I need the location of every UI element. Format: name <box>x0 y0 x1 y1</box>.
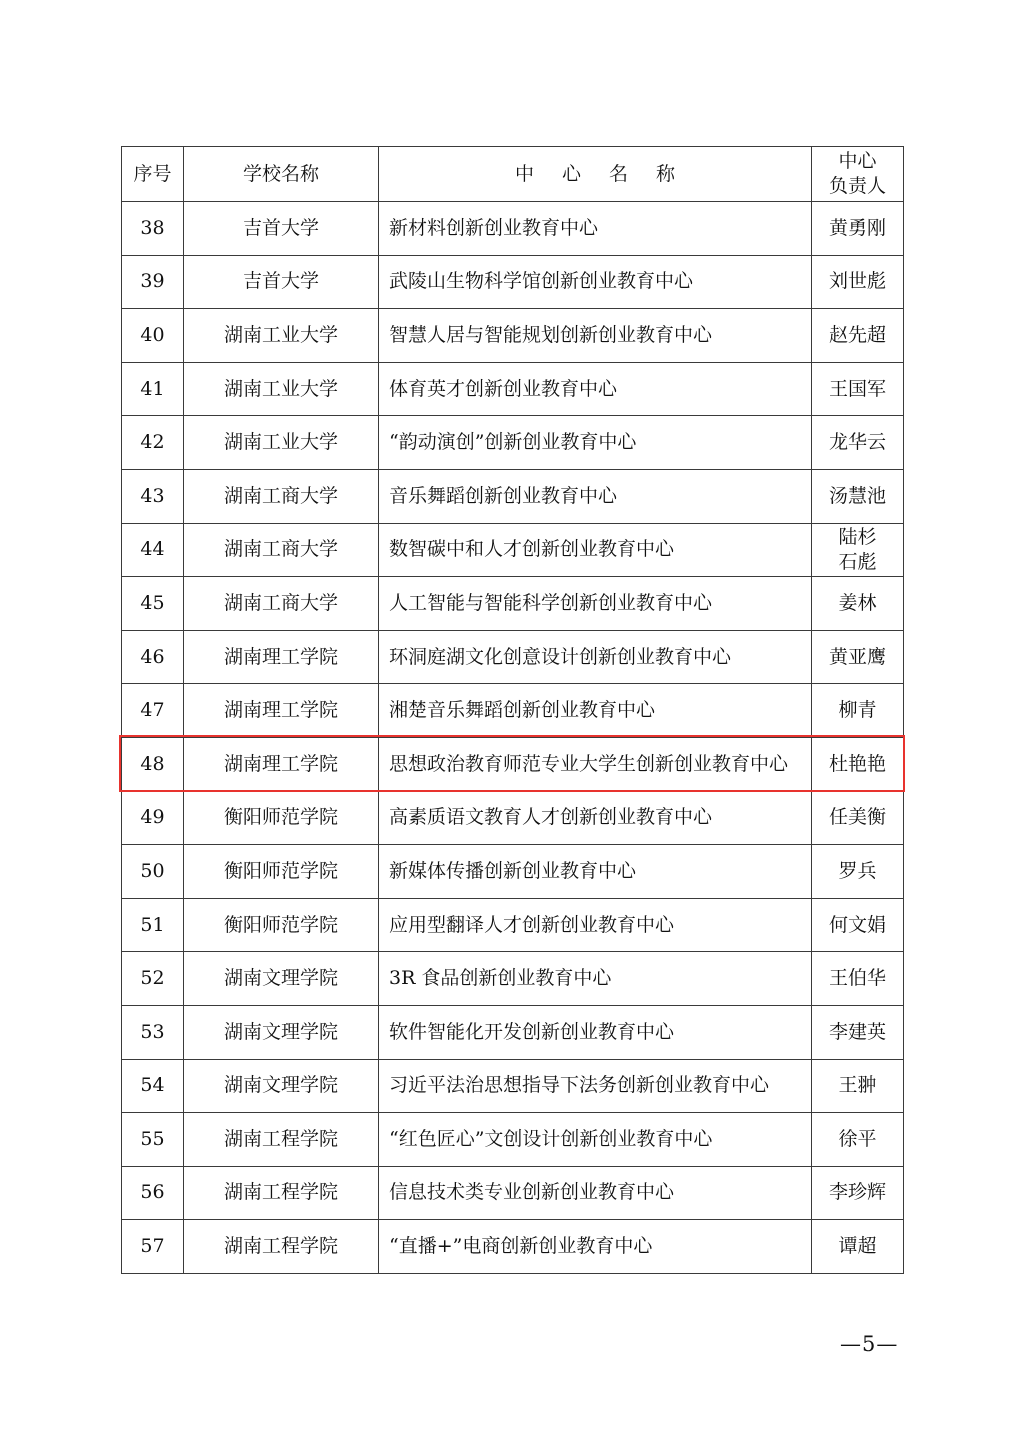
table-row <box>122 255 904 309</box>
header-no: 序号 <box>122 147 184 202</box>
cell-leader: 王伯华 <box>812 952 904 1006</box>
header-school: 学校名称 <box>184 147 379 202</box>
cell-center: 应用型翻译人才创新创业教育中心 <box>379 898 812 952</box>
cell-school: 湖南工商大学 <box>184 523 379 577</box>
cell-no: 45 <box>122 577 184 631</box>
cell-school: 湖南工业大学 <box>184 309 379 363</box>
header-leader-line2: 负责人 <box>828 175 886 197</box>
cell-school: 湖南工业大学 <box>184 362 379 416</box>
cell-leader: 谭超 <box>812 1220 904 1274</box>
cell-school: 湖南工程学院 <box>184 1113 379 1167</box>
cell-school: 湖南工商大学 <box>184 469 379 523</box>
cell-school: 吉首大学 <box>184 255 379 309</box>
cell-school: 湖南工程学院 <box>184 1220 379 1274</box>
cell-leader: 杜艳艳 <box>812 737 904 791</box>
cell-center: 高素质语文教育人才创新创业教育中心 <box>379 791 812 845</box>
cell-center: “红色匠心”文创设计创新创业教育中心 <box>379 1113 812 1167</box>
cell-center: 新材料创新创业教育中心 <box>379 202 812 256</box>
cell-center: 环洞庭湖文化创意设计创新创业教育中心 <box>379 630 812 684</box>
table-body <box>122 202 904 1274</box>
cell-no: 48 <box>122 737 184 791</box>
cell-no: 51 <box>122 898 184 952</box>
cell-leader: 姜林 <box>812 577 904 631</box>
cell-leader: 任美衡 <box>812 791 904 845</box>
cell-no: 56 <box>122 1166 184 1220</box>
cell-leader-line2: 石彪 <box>838 550 877 573</box>
table-row <box>122 1059 904 1113</box>
cell-no: 54 <box>122 1059 184 1113</box>
table-row <box>122 1113 904 1167</box>
cell-no: 49 <box>122 791 184 845</box>
table-row <box>122 469 904 523</box>
cell-leader: 黄勇刚 <box>812 202 904 256</box>
cell-center: 思想政治教育师范专业大学生创新创业教育中心 <box>379 737 812 791</box>
cell-school: 湖南理工学院 <box>184 684 379 738</box>
cell-school: 湖南工商大学 <box>184 577 379 631</box>
page-number: —5— <box>840 1332 899 1356</box>
cell-school: 湖南文理学院 <box>184 952 379 1006</box>
cell-no: 40 <box>122 309 184 363</box>
table-row <box>122 952 904 1006</box>
cell-no: 39 <box>122 255 184 309</box>
header-row <box>122 147 904 202</box>
cell-school: 衡阳师范学院 <box>184 791 379 845</box>
cell-no: 42 <box>122 416 184 470</box>
cell-no: 43 <box>122 469 184 523</box>
cell-center: 习近平法治思想指导下法务创新创业教育中心 <box>379 1059 812 1113</box>
cell-leader: 王国军 <box>812 362 904 416</box>
table-row <box>122 845 904 899</box>
cell-leader: 柳青 <box>812 684 904 738</box>
table-row <box>122 416 904 470</box>
table-row-highlighted <box>122 737 904 791</box>
table-row <box>122 898 904 952</box>
cell-center: 武陵山生物科学馆创新创业教育中心 <box>379 255 812 309</box>
cell-center: 新媒体传播创新创业教育中心 <box>379 845 812 899</box>
table-row <box>122 577 904 631</box>
cell-school: 湖南理工学院 <box>184 737 379 791</box>
cell-no: 55 <box>122 1113 184 1167</box>
cell-leader-line1: 陆杉 <box>838 525 877 548</box>
cell-center: 智慧人居与智能规划创新创业教育中心 <box>379 309 812 363</box>
cell-center: 数智碳中和人才创新创业教育中心 <box>379 523 812 577</box>
table-row <box>122 791 904 845</box>
cell-no: 44 <box>122 523 184 577</box>
cell-center: 软件智能化开发创新创业教育中心 <box>379 1005 812 1059</box>
header-center: 中心名称 <box>379 147 812 202</box>
cell-leader: 何文娟 <box>812 898 904 952</box>
cell-leader: 徐平 <box>812 1113 904 1167</box>
table-header <box>122 147 904 202</box>
table-row <box>122 684 904 738</box>
table-row <box>122 630 904 684</box>
cell-school: 吉首大学 <box>184 202 379 256</box>
cell-leader: 黄亚鹰 <box>812 630 904 684</box>
cell-no: 38 <box>122 202 184 256</box>
table-row <box>122 362 904 416</box>
cell-leader: 刘世彪 <box>812 255 904 309</box>
cell-leader: 李建英 <box>812 1005 904 1059</box>
centers-table <box>121 146 904 1274</box>
cell-no: 47 <box>122 684 184 738</box>
cell-school: 湖南文理学院 <box>184 1005 379 1059</box>
cell-no: 52 <box>122 952 184 1006</box>
cell-no: 57 <box>122 1220 184 1274</box>
cell-leader <box>812 523 904 577</box>
cell-leader: 李珍辉 <box>812 1166 904 1220</box>
header-leader-line1: 中心 <box>838 150 877 172</box>
cell-school: 衡阳师范学院 <box>184 898 379 952</box>
table-row <box>122 1005 904 1059</box>
cell-school: 湖南文理学院 <box>184 1059 379 1113</box>
table-row <box>122 1166 904 1220</box>
cell-center: 人工智能与智能科学创新创业教育中心 <box>379 577 812 631</box>
cell-school: 湖南工业大学 <box>184 416 379 470</box>
cell-leader: 龙华云 <box>812 416 904 470</box>
table-row <box>122 202 904 256</box>
cell-leader: 罗兵 <box>812 845 904 899</box>
cell-no: 46 <box>122 630 184 684</box>
cell-center: 3R 食品创新创业教育中心 <box>379 952 812 1006</box>
cell-center: 音乐舞蹈创新创业教育中心 <box>379 469 812 523</box>
table-row <box>122 309 904 363</box>
cell-leader: 汤慧池 <box>812 469 904 523</box>
cell-center: “直播+”电商创新创业教育中心 <box>379 1220 812 1274</box>
cell-center: “韵动演创”创新创业教育中心 <box>379 416 812 470</box>
cell-leader: 王翀 <box>812 1059 904 1113</box>
header-leader <box>812 147 904 202</box>
cell-school: 衡阳师范学院 <box>184 845 379 899</box>
cell-center: 信息技术类专业创新创业教育中心 <box>379 1166 812 1220</box>
cell-no: 50 <box>122 845 184 899</box>
table-row <box>122 1220 904 1274</box>
table-row <box>122 523 904 577</box>
cell-no: 41 <box>122 362 184 416</box>
cell-school: 湖南工程学院 <box>184 1166 379 1220</box>
cell-school: 湖南理工学院 <box>184 630 379 684</box>
cell-no: 53 <box>122 1005 184 1059</box>
cell-leader: 赵先超 <box>812 309 904 363</box>
cell-center: 湘楚音乐舞蹈创新创业教育中心 <box>379 684 812 738</box>
cell-center: 体育英才创新创业教育中心 <box>379 362 812 416</box>
